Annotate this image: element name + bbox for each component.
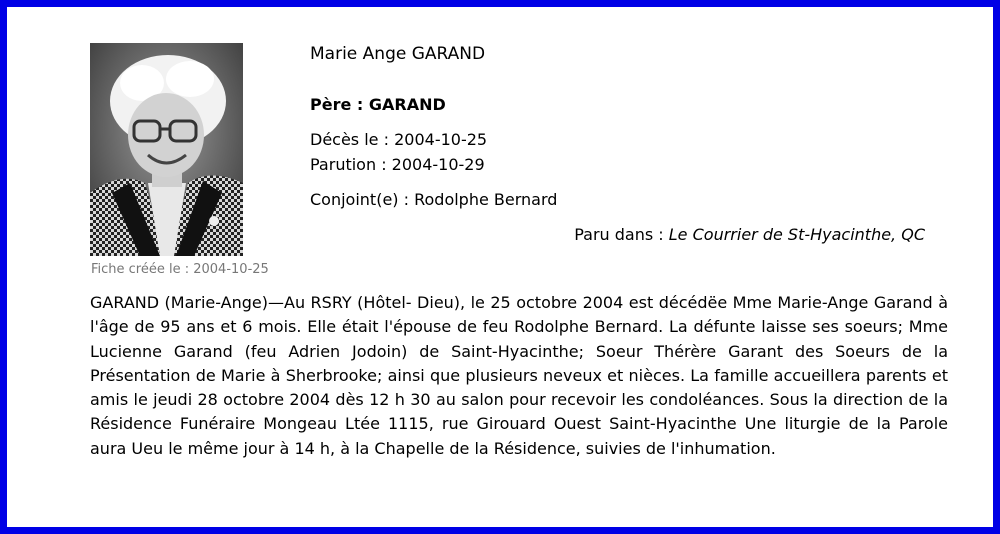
death-date-line — [310, 130, 487, 149]
death-value: 2004-10-25 — [394, 130, 488, 149]
deceased-name: Marie Ange GARAND — [310, 44, 486, 64]
father-line — [310, 95, 446, 114]
portrait-image — [90, 43, 243, 256]
spouse-label: Conjoint(e) : — [310, 190, 409, 209]
death-label: Décès le : — [310, 130, 389, 149]
published-label: Paru dans : — [574, 225, 664, 244]
parution-value: 2004-10-29 — [391, 155, 485, 174]
photo-caption: Fiche créée le : 2004-10-25 — [91, 262, 269, 277]
parution-label: Parution : — [310, 155, 387, 174]
father-label: Père : — [310, 95, 364, 114]
published-in-line — [574, 225, 925, 244]
spouse-line — [310, 190, 557, 209]
obituary-text: GARAND (Marie-Ange)—Au RSRY (Hôtel- Dieu), le 25 octobre 2004 est décédëe Mme Marie-Ange Garand à l'âge de 95 ans et 6 mois. Elle était l'épouse de feu Rodolphe Bernard. La défunte laisse ses soeurs; Mme Lucienne Garand (feu Adrien Jodoin) de Saint-Hyacinthe; Soeur Thérère Garant des Soeurs de la Présentation de Marie à Sherbrooke; ainsi que plusieurs neveux et nièces. La famille accueillera parents et amis le jeudi 28 octobre 2004 dès 12 h 30 au salon pour recevoir les condoléances. Sous la direction de la Résidence Funéraire Mongeau Ltée 1115, rue Girouard Ouest Saint-Hyacinthe Une liturgie de la Parole aura Ueu le même jour à 14 h, à la Chapelle de la Résidence, suivies de l'inhumation. — [90, 293, 948, 458]
portrait-photo — [90, 43, 243, 256]
spouse-value: Rodolphe Bernard — [414, 190, 558, 209]
father-value: GARAND — [368, 95, 446, 114]
parution-date-line — [310, 155, 485, 174]
newspaper-name: Le Courrier de St-Hyacinthe, QC — [668, 225, 925, 244]
